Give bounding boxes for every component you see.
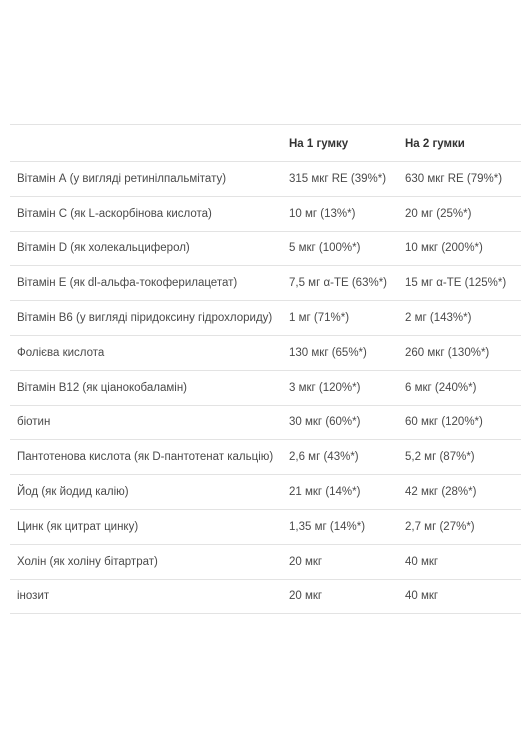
amount-one-gum: 315 мкг RE (39%*)	[282, 162, 398, 197]
nutrient-name: Вітамін D (як холекальциферол)	[10, 231, 282, 266]
amount-one-gum: 30 мкг (60%*)	[282, 405, 398, 440]
nutrient-name: Вітамін Е (як dl-альфа-токоферилацетат)	[10, 266, 282, 301]
table-row	[10, 440, 521, 475]
nutrient-name: Вітамін В6 (у вигляді піридоксину гідрохлориду)	[10, 301, 282, 336]
nutrient-name: Пантотенова кислота (як D-пантотенат кальцію)	[10, 440, 282, 475]
amount-one-gum: 21 мкг (14%*)	[282, 475, 398, 510]
table-row	[10, 579, 521, 614]
amount-two-gums: 40 мкг	[398, 544, 521, 579]
table-row	[10, 266, 521, 301]
amount-two-gums: 60 мкг (120%*)	[398, 405, 521, 440]
nutrition-table	[10, 124, 521, 614]
nutrient-name: Вітамін С (як L-аскорбінова кислота)	[10, 196, 282, 231]
amount-one-gum: 1 мг (71%*)	[282, 301, 398, 336]
table-header-row	[10, 125, 521, 162]
amount-two-gums: 2,7 мг (27%*)	[398, 509, 521, 544]
nutrient-name: Цинк (як цитрат цинку)	[10, 509, 282, 544]
amount-one-gum: 2,6 мг (43%*)	[282, 440, 398, 475]
table-row	[10, 475, 521, 510]
amount-one-gum: 1,35 мг (14%*)	[282, 509, 398, 544]
amount-one-gum: 130 мкг (65%*)	[282, 335, 398, 370]
amount-one-gum: 5 мкг (100%*)	[282, 231, 398, 266]
amount-one-gum: 3 мкг (120%*)	[282, 370, 398, 405]
amount-two-gums: 6 мкг (240%*)	[398, 370, 521, 405]
amount-two-gums: 260 мкг (130%*)	[398, 335, 521, 370]
amount-two-gums: 40 мкг	[398, 579, 521, 614]
table-row	[10, 370, 521, 405]
nutrient-name: Фолієва кислота	[10, 335, 282, 370]
amount-two-gums: 2 мг (143%*)	[398, 301, 521, 336]
amount-one-gum: 7,5 мг α-TE (63%*)	[282, 266, 398, 301]
amount-two-gums: 15 мг α-TE (125%*)	[398, 266, 521, 301]
nutrient-name: Вітамін В12 (як ціанокобаламін)	[10, 370, 282, 405]
header-per-two-gums: На 2 гумки	[398, 125, 521, 162]
nutrient-name: біотин	[10, 405, 282, 440]
table-row	[10, 301, 521, 336]
table-row	[10, 509, 521, 544]
amount-one-gum: 10 мг (13%*)	[282, 196, 398, 231]
table-row	[10, 231, 521, 266]
amount-two-gums: 20 мг (25%*)	[398, 196, 521, 231]
amount-two-gums: 630 мкг RE (79%*)	[398, 162, 521, 197]
amount-one-gum: 20 мкг	[282, 544, 398, 579]
amount-one-gum: 20 мкг	[282, 579, 398, 614]
table-row	[10, 196, 521, 231]
table-row	[10, 162, 521, 197]
table-row	[10, 335, 521, 370]
nutrient-name: Вітамін А (у вигляді ретинілпальмітату)	[10, 162, 282, 197]
amount-two-gums: 42 мкг (28%*)	[398, 475, 521, 510]
table-row	[10, 405, 521, 440]
header-per-one-gum: На 1 гумку	[282, 125, 398, 162]
nutrient-name: Йод (як йодид калію)	[10, 475, 282, 510]
nutrient-name: Холін (як холіну бітартрат)	[10, 544, 282, 579]
nutrient-name: інозит	[10, 579, 282, 614]
table-row	[10, 544, 521, 579]
amount-two-gums: 10 мкг (200%*)	[398, 231, 521, 266]
amount-two-gums: 5,2 мг (87%*)	[398, 440, 521, 475]
header-nutrient	[10, 125, 282, 162]
